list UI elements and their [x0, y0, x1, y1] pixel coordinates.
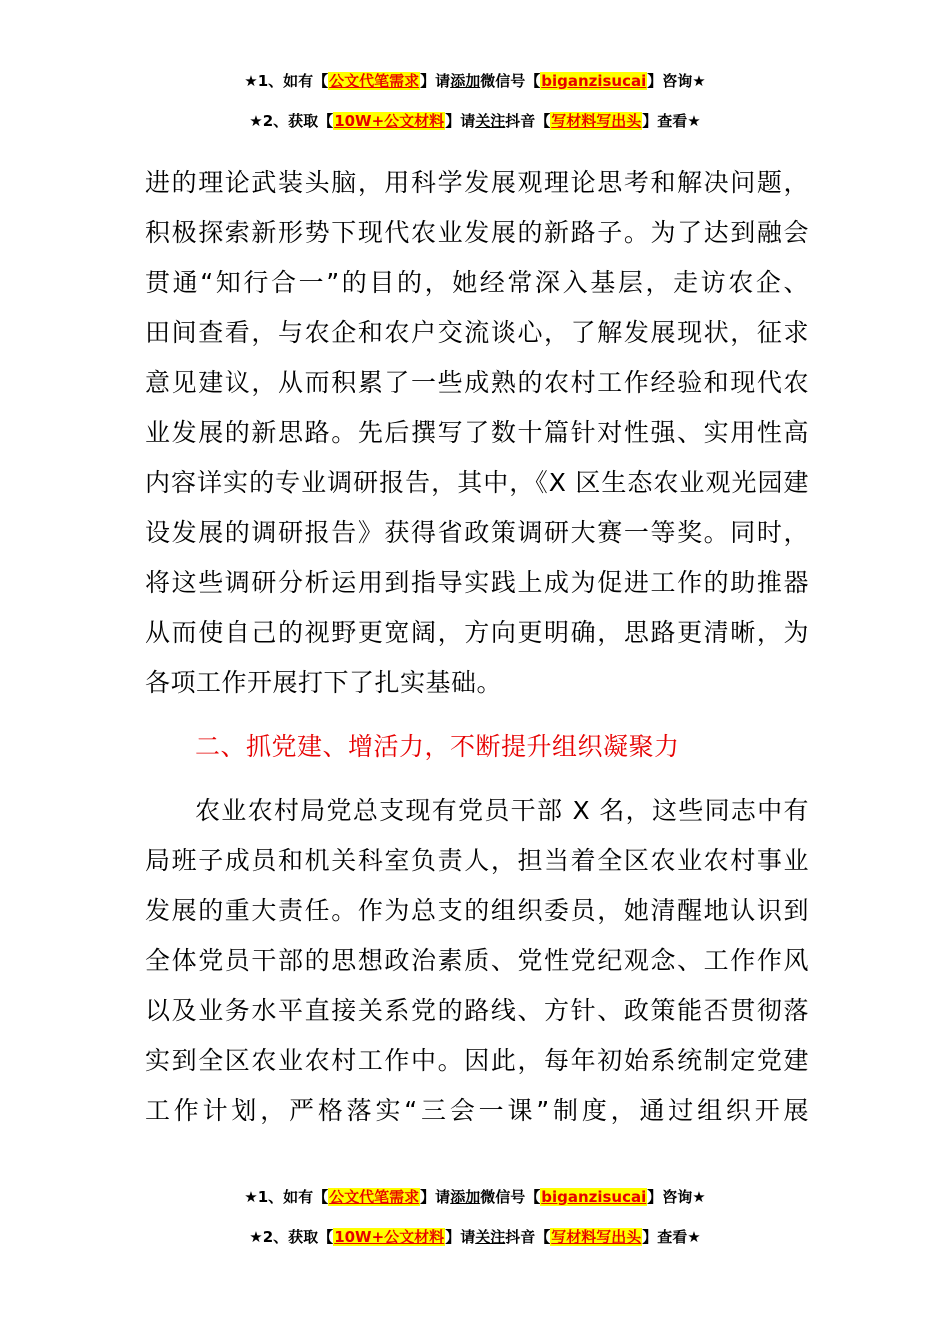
- promo-highlight: 公文代笔需求: [329, 72, 420, 90]
- header-promo-line-1: [0, 70, 950, 92]
- text-line: 工作计划，严格落实“三会一课”制度，通过组织开展: [145, 1096, 809, 1125]
- text-line: 设发展的调研报告》获得省政策调研大赛一等奖。同时，: [145, 518, 809, 547]
- text-line: 全体党员干部的思想政治素质、党性党纪观念、工作作风: [145, 946, 809, 975]
- promo-prefix: ★2、获取【: [249, 1228, 334, 1246]
- text-line: 实到全区农业农村工作中。因此，每年初始系统制定党建: [145, 1046, 809, 1075]
- promo-underline: 添加: [450, 1188, 481, 1206]
- promo-text: 抖音【: [505, 1228, 551, 1246]
- promo-suffix: 】咨询★: [647, 72, 706, 90]
- promo-suffix: 】查看★: [642, 112, 701, 130]
- promo-highlight: 10W+公文材料: [334, 1228, 445, 1246]
- promo-text: 】请: [445, 112, 476, 130]
- promo-underline: 添加: [450, 72, 481, 90]
- text-line: 局班子成员和机关科室负责人，担当着全区农业农村事业: [145, 846, 809, 875]
- promo-prefix: ★2、获取【: [249, 112, 334, 130]
- text-line: 积极探索新形势下现代农业发展的新路子。为了达到融会: [145, 218, 809, 247]
- promo-text: 】请: [445, 1228, 476, 1246]
- text-line: 业发展的新思路。先后撰写了数十篇针对性强、实用性高: [145, 418, 809, 447]
- text-line: 将这些调研分析运用到指导实践上成为促进工作的助推器: [145, 568, 809, 597]
- paragraph-2: [145, 786, 809, 1136]
- promo-suffix: 】查看★: [642, 1228, 701, 1246]
- wechat-id-highlight: biganzisucai: [541, 72, 647, 90]
- text-line: 以及业务水平直接关系党的路线、方针、政策能否贯彻落: [145, 996, 809, 1025]
- promo-suffix: 】咨询★: [647, 1188, 706, 1206]
- douyin-id-highlight: 写材料写出头: [551, 112, 642, 130]
- promo-highlight: 公文代笔需求: [329, 1188, 420, 1206]
- wechat-id-highlight: biganzisucai: [541, 1188, 647, 1206]
- text-line: 意见建议，从而积累了一些成熟的农村工作经验和现代农: [145, 368, 809, 397]
- promo-underline: 关注: [475, 112, 506, 130]
- section-heading: 二、抓党建、增活力，不断提升组织凝聚力: [195, 732, 680, 761]
- douyin-id-highlight: 写材料写出头: [551, 1228, 642, 1246]
- promo-text: 】请: [420, 72, 451, 90]
- text-line: 各项工作开展打下了扎实基础。: [145, 668, 503, 697]
- text-line: 发展的重大责任。作为总支的组织委员，她清醒地认识到: [145, 896, 809, 925]
- text-line: 从而使自己的视野更宽阔，方向更明确，思路更清晰，为: [145, 618, 809, 647]
- footer-promo-line-2: [0, 1226, 950, 1248]
- text-line: 农业农村局党总支现有党员干部 X 名，这些同志中有: [195, 796, 809, 825]
- promo-text: 微信号【: [480, 1188, 541, 1206]
- promo-text: 微信号【: [480, 72, 541, 90]
- text-line: 田间查看，与农企和农户交流谈心，了解发展现状，征求: [145, 318, 809, 347]
- promo-prefix: ★1、如有【: [244, 72, 329, 90]
- text-line: 进的理论武装头脑，用科学发展观理论思考和解决问题，: [145, 168, 809, 197]
- footer-promo-line-1: [0, 1186, 950, 1208]
- promo-prefix: ★1、如有【: [244, 1188, 329, 1206]
- promo-text: 抖音【: [505, 112, 551, 130]
- promo-text: 】请: [420, 1188, 451, 1206]
- text-line: 内容详实的专业调研报告，其中，《X 区生态农业观光园建: [145, 468, 809, 497]
- text-line: 贯通“知行合一”的目的，她经常深入基层，走访农企、: [145, 268, 809, 297]
- header-promo-line-2: [0, 110, 950, 132]
- paragraph-1: [145, 158, 809, 708]
- promo-underline: 关注: [475, 1228, 506, 1246]
- promo-highlight: 10W+公文材料: [334, 112, 445, 130]
